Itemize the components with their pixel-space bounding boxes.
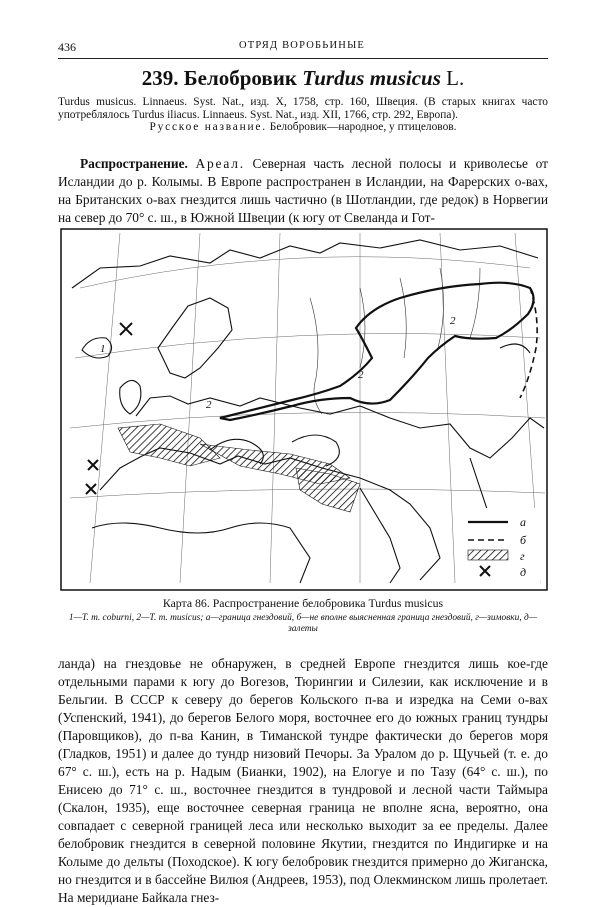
running-title: ОТРЯД ВОРОБЬИНЫЕ [238,40,366,51]
species-latin-name: Turdus musicus [302,66,441,90]
legend-label-d: д [520,565,527,579]
russian-name-line [58,121,548,134]
legend-label-g: г [520,549,525,563]
map-caption-legend: 1—T. m. coburni, 2—T. m. musicus; а—граница гнездовий, б—не вполне выясненная граница гнездовий, г—зимовки, д—залеты [68,613,538,634]
paragraph2-text: ланда) на гнездовье не обнаружен, в средней Европе гнездится лишь кое-где отдельными парами к югу до Вогезов, Тюрингии и Силезии, как исключение и в Бельгии. В СССР к северу до берегов Кольского п-ва и изредка на Семи о-вах (Успенский, 1941), до берегов Белого моря, восточнее его до южных границ тундры (Паровщиков), до п-ва Канин, в Тиманской тундре фактически до берегов моря (Гладков, 1951) и далее до тундр низовий Печоры. За Уралом до р. Щучьей (т. е. до 67° с. ш.), есть на р. Надым (Бианки, 1902), на Елогуе и по Тазу (64° с. ш.), по Енисею до 71° с. ш., восточнее гнездится в тундровой и лесной части Таймыра (Скалон, 1935), еще восточнее северная граница не вполне ясна, вероятно, она совпадает с северной границей леса или несколько выходит за ее пределы. Далее белобровик гнездится в северной половине Якутии, гнездится по Индигирке и на Колыме до дельты (Походское). К югу белобровик гнездится примерно до Жиганска, но гнездится и в бассейне Вилюя (Андреев, 1953), под Олекминском лишь пролетает. На меридиане Байкала гнез- [58,656,548,905]
paragraph1-text: Северная часть лесной полосы и криволесье от Исландии до р. Колымы. В Европе распространен в Исландии, на Фарерских о-вах, на Британских о-вах гнездится лишь частично (в Шотландии, где редок) в Норвегии на север до 70° с. ш., в Южной Швеции (к югу от Свеланда и Гот- [58,156,548,225]
synonymy-citation: Turdus musicus. Linnaeus. Syst. Nat., изд. X, 1758, стр. 160, Швеция. (В старых книгах часто употреблялось Turdus iliacus. Linnaeus. Syst. Nat., изд. XII, 1766, стр. 292, Европа). [58,96,548,121]
map-label-subspecies-1: 1 [100,343,106,355]
legend-label-b: б [520,533,527,547]
paragraph-distribution [58,155,548,227]
header-rule [58,58,548,59]
map-legend [462,508,540,586]
range-map [60,228,548,591]
species-number: 239. Белобровик [141,66,297,90]
legend-label-a: а [520,515,526,529]
map-caption [58,596,548,635]
map-label-subspecies-2c: 2 [450,315,456,327]
map-caption-title: Карта 86. Распространение белобровика Turdus musicus [162,596,444,610]
areal-label: Ареал. [195,156,245,171]
map-label-subspecies-2b: 2 [358,369,364,381]
map-label-subspecies-2a: 2 [206,399,212,411]
section-heading: Распространение. [80,156,188,171]
page-number: 436 [58,40,76,54]
russian-name-text: Белобровик—народное, у птицеловов. [269,121,457,134]
species-title [58,66,548,91]
russian-name-label: Русское название. [149,121,267,134]
running-header [58,40,546,58]
species-author: L. [446,66,465,90]
synonymy-block [58,96,548,134]
range-map-svg [60,228,548,591]
paragraph-distribution-continued [58,655,548,907]
